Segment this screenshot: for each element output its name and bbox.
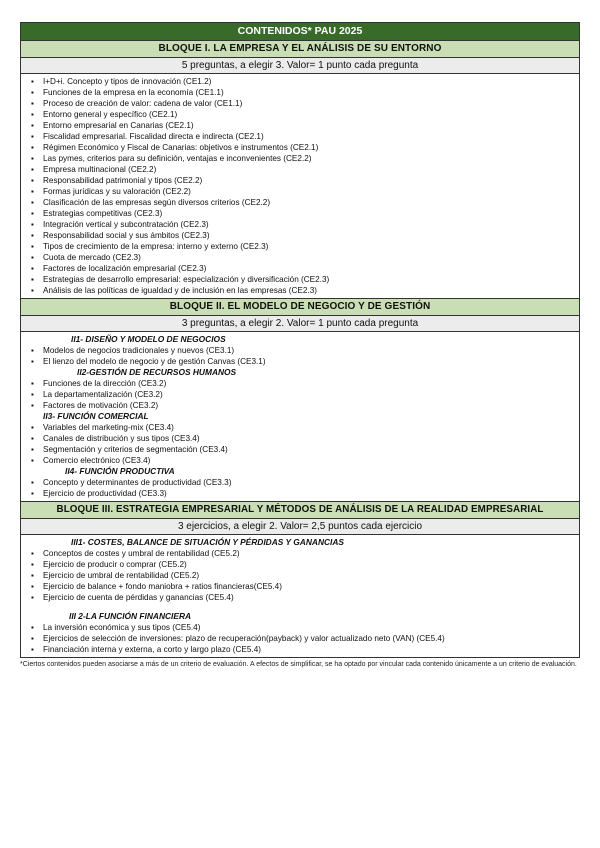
list-item-text: Funciones de la empresa en la economía (CE1.1) — [43, 88, 224, 97]
bullet-icon: ▪ — [31, 165, 34, 174]
block-3-items — [21, 535, 579, 658]
list-item-text: Ejercicios de selección de inversiones: plazo de recuperación(payback) y valor actualizado neto (VAN) (CE5.4) — [43, 634, 445, 643]
list-item-text: Concepto y determinantes de productividad (CE3.3) — [43, 478, 232, 487]
block-2-items — [21, 332, 579, 502]
document-sheet — [20, 22, 580, 669]
list-item — [21, 219, 579, 230]
list-item-text: Ejercicio de balance + fondo maniobra + ratios financieras(CE5.4) — [43, 582, 282, 591]
list-item-text: Financiación interna y externa, a corto y largo plazo (CE5.4) — [43, 645, 261, 654]
list-item — [21, 488, 579, 499]
bullet-icon: ▪ — [31, 209, 34, 218]
list-item — [21, 230, 579, 241]
list-item-text: Factores de localización empresarial (CE2.3) — [43, 264, 207, 273]
list-item-text: Ejercicio de umbral de rentabilidad (CE5.2) — [43, 571, 200, 580]
bullet-icon: ▪ — [31, 560, 34, 569]
block-3-title: BLOQUE III. ESTRATEGIA EMPRESARIAL Y MÉTODOS DE ANÁLISIS DE LA REALIDAD EMPRESARIAL — [21, 502, 579, 519]
bullet-icon: ▪ — [31, 401, 34, 410]
bullet-icon: ▪ — [31, 275, 34, 284]
list-item — [21, 592, 579, 603]
list-item-text: Comercio electrónico (CE3.4) — [43, 456, 151, 465]
list-item — [21, 274, 579, 285]
list-item-text: Entorno empresarial en Canarias (CE2.1) — [43, 121, 194, 130]
bullet-icon: ▪ — [31, 286, 34, 295]
list-item-text: Empresa multinacional (CE2.2) — [43, 165, 157, 174]
list-item — [21, 197, 579, 208]
list-item — [21, 378, 579, 389]
bullet-icon: ▪ — [31, 176, 34, 185]
bullet-icon: ▪ — [31, 478, 34, 487]
page-title: CONTENIDOS* PAU 2025 — [21, 23, 579, 41]
bullet-icon: ▪ — [31, 549, 34, 558]
list-item — [21, 241, 579, 252]
bullet-icon: ▪ — [31, 143, 34, 152]
bullet-icon: ▪ — [31, 346, 34, 355]
list-item — [21, 164, 579, 175]
contents-table — [20, 22, 580, 658]
list-item-text: El lienzo del modelo de negocio y de gestión Canvas (CE3.1) — [43, 357, 266, 366]
list-item — [21, 644, 579, 655]
bullet-icon: ▪ — [31, 77, 34, 86]
block-2-title: BLOQUE II. EL MODELO DE NEGOCIO Y DE GESTIÓN — [21, 299, 579, 316]
bullet-icon: ▪ — [31, 645, 34, 654]
footnote: *Ciertos contenidos pueden asociarse a más de un criterio de evaluación. A efectos de simplificar, se ha optado por vincular cada contenido únicamente a un criterio de evaluación. — [20, 661, 577, 668]
list-item — [21, 433, 579, 444]
list-item-text: Conceptos de costes y umbral de rentabilidad (CE5.2) — [43, 549, 240, 558]
list-item-text: Funciones de la dirección (CE3.2) — [43, 379, 167, 388]
bullet-icon: ▪ — [31, 623, 34, 632]
list-item-text: Análisis de las políticas de igualdad y de inclusión en las empresas (CE2.3) — [43, 286, 317, 295]
section-heading: II2-GESTIÓN DE RECURSOS HUMANOS — [77, 367, 237, 377]
list-item — [21, 389, 579, 400]
bullet-icon: ▪ — [31, 634, 34, 643]
list-item-text: Las pymes, criterios para su definición, ventajas e inconvenientes (CE2.2) — [43, 154, 312, 163]
list-item-text: Responsabilidad social y sus ámbitos (CE2.3) — [43, 231, 210, 240]
list-item — [21, 455, 579, 466]
list-item — [21, 208, 579, 219]
list-item-text: I+D+i. Concepto y tipos de innovación (CE1.2) — [43, 77, 212, 86]
bullet-icon: ▪ — [31, 198, 34, 207]
list-item — [21, 263, 579, 274]
bullet-icon: ▪ — [31, 489, 34, 498]
list-item-text: Variables del marketing-mix (CE3.4) — [43, 423, 174, 432]
block-3-subtitle: 3 ejercicios, a elegir 2. Valor= 2,5 puntos cada ejercicio — [21, 519, 579, 535]
list-item — [21, 356, 579, 367]
section-heading: II3- FUNCIÓN COMERCIAL — [43, 411, 149, 421]
list-item-text: Estrategias de desarrollo empresarial: especialización y diversificación (CE2.3) — [43, 275, 330, 284]
list-item — [21, 548, 579, 559]
list-item-text: Ejercicio de producir o comprar (CE5.2) — [43, 560, 187, 569]
block-1-subtitle: 5 preguntas, a elegir 3. Valor= 1 punto cada pregunta — [21, 58, 579, 74]
bullet-icon: ▪ — [31, 110, 34, 119]
list-item — [21, 175, 579, 186]
list-item-text: Clasificación de las empresas según diversos criterios (CE2.2) — [43, 198, 271, 207]
section-heading: III 2-LA FUNCIÓN FINANCIERA — [69, 611, 192, 621]
list-item-text: Ejercicio de productividad (CE3.3) — [43, 489, 167, 498]
bullet-icon: ▪ — [31, 132, 34, 141]
list-item-text: Fiscalidad empresarial. Fiscalidad directa e indirecta (CE2.1) — [43, 132, 264, 141]
list-item — [21, 120, 579, 131]
list-item — [21, 186, 579, 197]
list-item-text: Segmentación y criterios de segmentación (CE3.4) — [43, 445, 228, 454]
bullet-icon: ▪ — [31, 434, 34, 443]
list-item — [21, 633, 579, 644]
list-item-text: La departamentalización (CE3.2) — [43, 390, 163, 399]
bullet-icon: ▪ — [31, 445, 34, 454]
bullet-icon: ▪ — [31, 379, 34, 388]
list-item — [21, 400, 579, 411]
list-item — [21, 285, 579, 296]
list-item-text: Estrategias competitivas (CE2.3) — [43, 209, 163, 218]
block-2-subtitle: 3 preguntas, a elegir 2. Valor= 1 punto cada pregunta — [21, 316, 579, 332]
list-item — [21, 444, 579, 455]
list-item — [21, 622, 579, 633]
list-item — [21, 153, 579, 164]
list-item-text: Régimen Económico y Fiscal de Canarias: objetivos e instrumentos (CE2.1) — [43, 143, 319, 152]
block-1-items — [21, 74, 579, 299]
bullet-icon: ▪ — [31, 88, 34, 97]
bullet-icon: ▪ — [31, 264, 34, 273]
list-item-text: Proceso de creación de valor: cadena de valor (CE1.1) — [43, 99, 243, 108]
bullet-icon: ▪ — [31, 456, 34, 465]
list-item — [21, 252, 579, 263]
bullet-icon: ▪ — [31, 220, 34, 229]
block-1-title: BLOQUE I. LA EMPRESA Y EL ANÁLISIS DE SU ENTORNO — [21, 41, 579, 58]
bullet-icon: ▪ — [31, 187, 34, 196]
bullet-icon: ▪ — [31, 154, 34, 163]
list-item — [21, 345, 579, 356]
list-item-text: Cuota de mercado (CE2.3) — [43, 253, 141, 262]
spacer — [21, 603, 579, 611]
bullet-icon: ▪ — [31, 593, 34, 602]
list-item-text: Responsabilidad patrimonial y tipos (CE2.2) — [43, 176, 203, 185]
list-item-text: Tipos de crecimiento de la empresa: interno y externo (CE2.3) — [43, 242, 269, 251]
list-item — [21, 559, 579, 570]
list-item — [21, 98, 579, 109]
bullet-icon: ▪ — [31, 357, 34, 366]
list-item — [21, 477, 579, 488]
list-item-text: Factores de motivación (CE3.2) — [43, 401, 159, 410]
list-item-text: Ejercicio de cuenta de pérdidas y ganancias (CE5.4) — [43, 593, 234, 602]
list-item — [21, 422, 579, 433]
bullet-icon: ▪ — [31, 121, 34, 130]
list-item-text: Integración vertical y subcontratación (CE2.3) — [43, 220, 209, 229]
section-heading: II4- FUNCIÓN PRODUCTIVA — [65, 466, 175, 476]
list-item-text: Entorno general y específico (CE2.1) — [43, 110, 178, 119]
list-item-text: Canales de distribución y sus tipos (CE3.4) — [43, 434, 200, 443]
bullet-icon: ▪ — [31, 253, 34, 262]
list-item — [21, 76, 579, 87]
bullet-icon: ▪ — [31, 423, 34, 432]
list-item — [21, 570, 579, 581]
bullet-icon: ▪ — [31, 390, 34, 399]
bullet-icon: ▪ — [31, 571, 34, 580]
list-item — [21, 581, 579, 592]
bullet-icon: ▪ — [31, 99, 34, 108]
bullet-icon: ▪ — [31, 582, 34, 591]
bullet-icon: ▪ — [31, 231, 34, 240]
list-item — [21, 142, 579, 153]
list-item — [21, 131, 579, 142]
section-heading: III1- COSTES, BALANCE DE SITUACIÓN Y PÉRDIDAS Y GANANCIAS — [71, 537, 345, 547]
list-item — [21, 87, 579, 98]
list-item — [21, 109, 579, 120]
list-item-text: Modelos de negocios tradicionales y nuevos (CE3.1) — [43, 346, 235, 355]
bullet-icon: ▪ — [31, 242, 34, 251]
list-item-text: La inversión económica y sus tipos (CE5.4) — [43, 623, 201, 632]
list-item-text: Formas jurídicas y su valoración (CE2.2) — [43, 187, 191, 196]
section-heading: II1- DISEÑO Y MODELO DE NEGOCIOS — [71, 334, 226, 344]
